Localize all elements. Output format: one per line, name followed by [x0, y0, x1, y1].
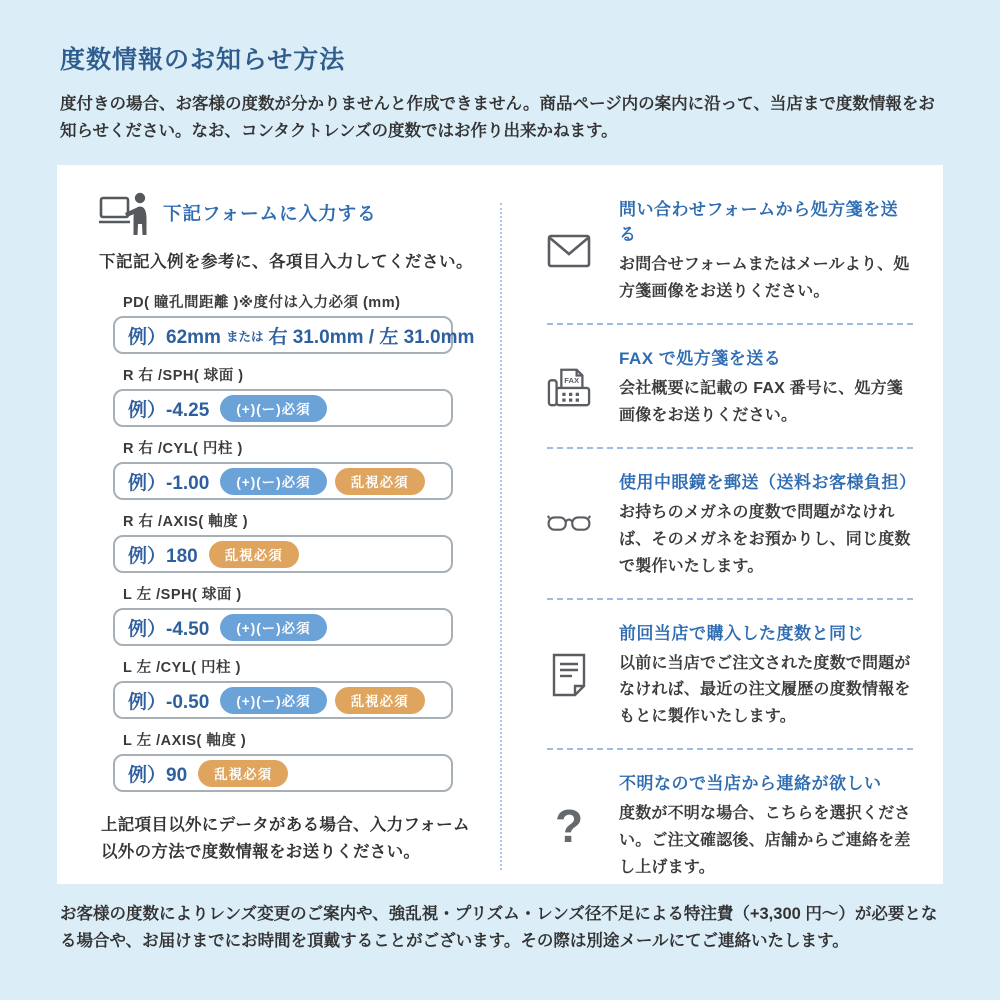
field-badges: [209, 541, 307, 568]
alternative-methods-list: [502, 191, 943, 884]
dashed-divider: [547, 447, 913, 449]
sign-required-badge: (+)(ー)必須: [220, 614, 326, 641]
example-box: [113, 462, 453, 500]
field-example-suffix: 右 31.0mm / 左 31.0mm: [268, 326, 475, 348]
form-section-title: 下記フォームに入力する: [163, 203, 377, 225]
astigmatism-required-badge: 乱視必須: [335, 468, 425, 495]
dashed-divider: [547, 748, 913, 750]
field-badges: [220, 614, 334, 641]
footer-note: お客様の度数によりレンズ変更のご案内や、強乱視・プリズム・レンズ径不足による特注費（+3,300 円〜）が必要となる場合や、お届けまでにお時間を頂戴することがございます。その際は別途メールにてご連絡いたします。: [60, 905, 938, 951]
astigmatism-required-badge: 乱視必須: [335, 687, 425, 714]
form-section-header: [99, 191, 500, 235]
field-label: L 左 /CYL( 円柱 ): [123, 660, 241, 677]
question-icon: ?: [554, 799, 584, 852]
sign-required-badge: (+)(ー)必須: [220, 687, 326, 714]
field-example-value: 例）-4.25: [128, 399, 210, 421]
field-example-or: または: [225, 330, 264, 345]
glasses-icon: [547, 511, 591, 537]
form-section-subtitle: 下記記入例を参考に、各項目入力してください。: [99, 253, 473, 272]
document-icon: [547, 653, 591, 697]
method-text: [619, 195, 913, 306]
intro-text: 度付きの場合、お客様の度数が分かりませんと作成できません。商品ページ内の案内に沿って、当店まで度数情報をお知らせください。なお、コンタクトレンズの度数ではお作り出来かねます。: [60, 95, 935, 140]
method-title: 前回当店で購入した度数と同じ: [619, 623, 864, 643]
field-example-value: 例）-1.00: [128, 472, 210, 494]
method-body: 以前に当店でご注文された度数で問題がなければ、最近の注文履歴の度数情報をもとに製作いたします。: [619, 654, 911, 726]
method-text: [619, 769, 913, 882]
form-field: [113, 510, 453, 573]
methods-panel: [57, 165, 943, 884]
example-box: [113, 389, 453, 427]
form-section-note: 上記項目以外にデータがある場合、入力フォーム以外の方法で度数情報をお送りください。: [101, 816, 470, 862]
dashed-divider: [547, 323, 913, 325]
form-field: [113, 437, 453, 500]
mail-icon: [547, 234, 591, 268]
field-badges: [220, 687, 432, 714]
presenter-icon: [99, 191, 149, 235]
method-title: 不明なので当店から連絡が欲しい: [619, 774, 882, 794]
form-field: [113, 291, 475, 354]
field-label: R 右 /SPH( 球面 ): [123, 368, 244, 385]
method-title: FAX で処方箋を送る: [619, 349, 782, 369]
method-text: [619, 468, 917, 581]
form-input-section: [57, 191, 500, 884]
dashed-divider: [547, 598, 913, 600]
example-box: [113, 681, 453, 719]
field-label: R 右 /AXIS( 軸度 ): [123, 514, 249, 531]
field-label: PD( 瞳孔間距離 )※度付は入力必須 (mm): [123, 295, 401, 312]
page-title: 度数情報のお知らせ方法: [60, 46, 346, 74]
form-fields: [113, 291, 475, 792]
example-box: [113, 754, 453, 792]
form-field: [113, 656, 453, 719]
method-item: [547, 195, 913, 306]
method-text: [619, 344, 913, 430]
example-box: [113, 608, 453, 646]
sign-required-badge: (+)(ー)必須: [220, 395, 326, 422]
example-box: [113, 316, 475, 354]
field-example-value: 例）62mm: [128, 326, 221, 348]
field-example-value: 例）90: [128, 764, 188, 786]
sign-required-badge: (+)(ー)必須: [220, 468, 326, 495]
method-title: 問い合わせフォームから処方箋を送る: [619, 200, 899, 245]
form-field: [113, 364, 453, 427]
method-item: [547, 769, 913, 882]
field-label: L 左 /SPH( 球面 ): [123, 587, 242, 604]
method-item: [547, 344, 913, 430]
method-item: [547, 619, 913, 732]
field-example-value: 例）-4.50: [128, 618, 210, 640]
field-example-value: 例）180: [128, 545, 198, 567]
method-title: 使用中眼鏡を郵送（送料お客様負担）: [619, 472, 917, 492]
svg-text:FAX: FAX: [564, 376, 580, 386]
method-body: お持ちのメガネの度数で問題がなければ、そのメガネをお預かりし、同じ度数で製作いたします。: [619, 503, 911, 575]
form-field: [113, 729, 453, 792]
method-body: 会社概要に記載の FAX 番号に、処方箋画像をお送りください。: [619, 380, 904, 425]
field-label: L 左 /AXIS( 軸度 ): [123, 733, 247, 750]
field-example-value: 例）-0.50: [128, 691, 210, 713]
field-label: R 右 /CYL( 円柱 ): [123, 441, 243, 458]
fax-icon: [547, 366, 591, 408]
field-badges: [220, 468, 432, 495]
form-field: [113, 583, 453, 646]
method-body: 度数が不明な場合、こちらを選択ください。ご注文確認後、店舗からご連絡を差し上げます。: [619, 805, 911, 876]
method-item: [547, 468, 917, 581]
astigmatism-required-badge: 乱視必須: [198, 760, 288, 787]
example-box: [113, 535, 453, 573]
field-badges: [198, 760, 296, 787]
method-body: お問合せフォームまたはメールより、処方箋画像をお送りください。: [619, 256, 910, 301]
astigmatism-required-badge: 乱視必須: [209, 541, 299, 568]
field-badges: [220, 395, 334, 422]
method-text: [619, 619, 913, 732]
